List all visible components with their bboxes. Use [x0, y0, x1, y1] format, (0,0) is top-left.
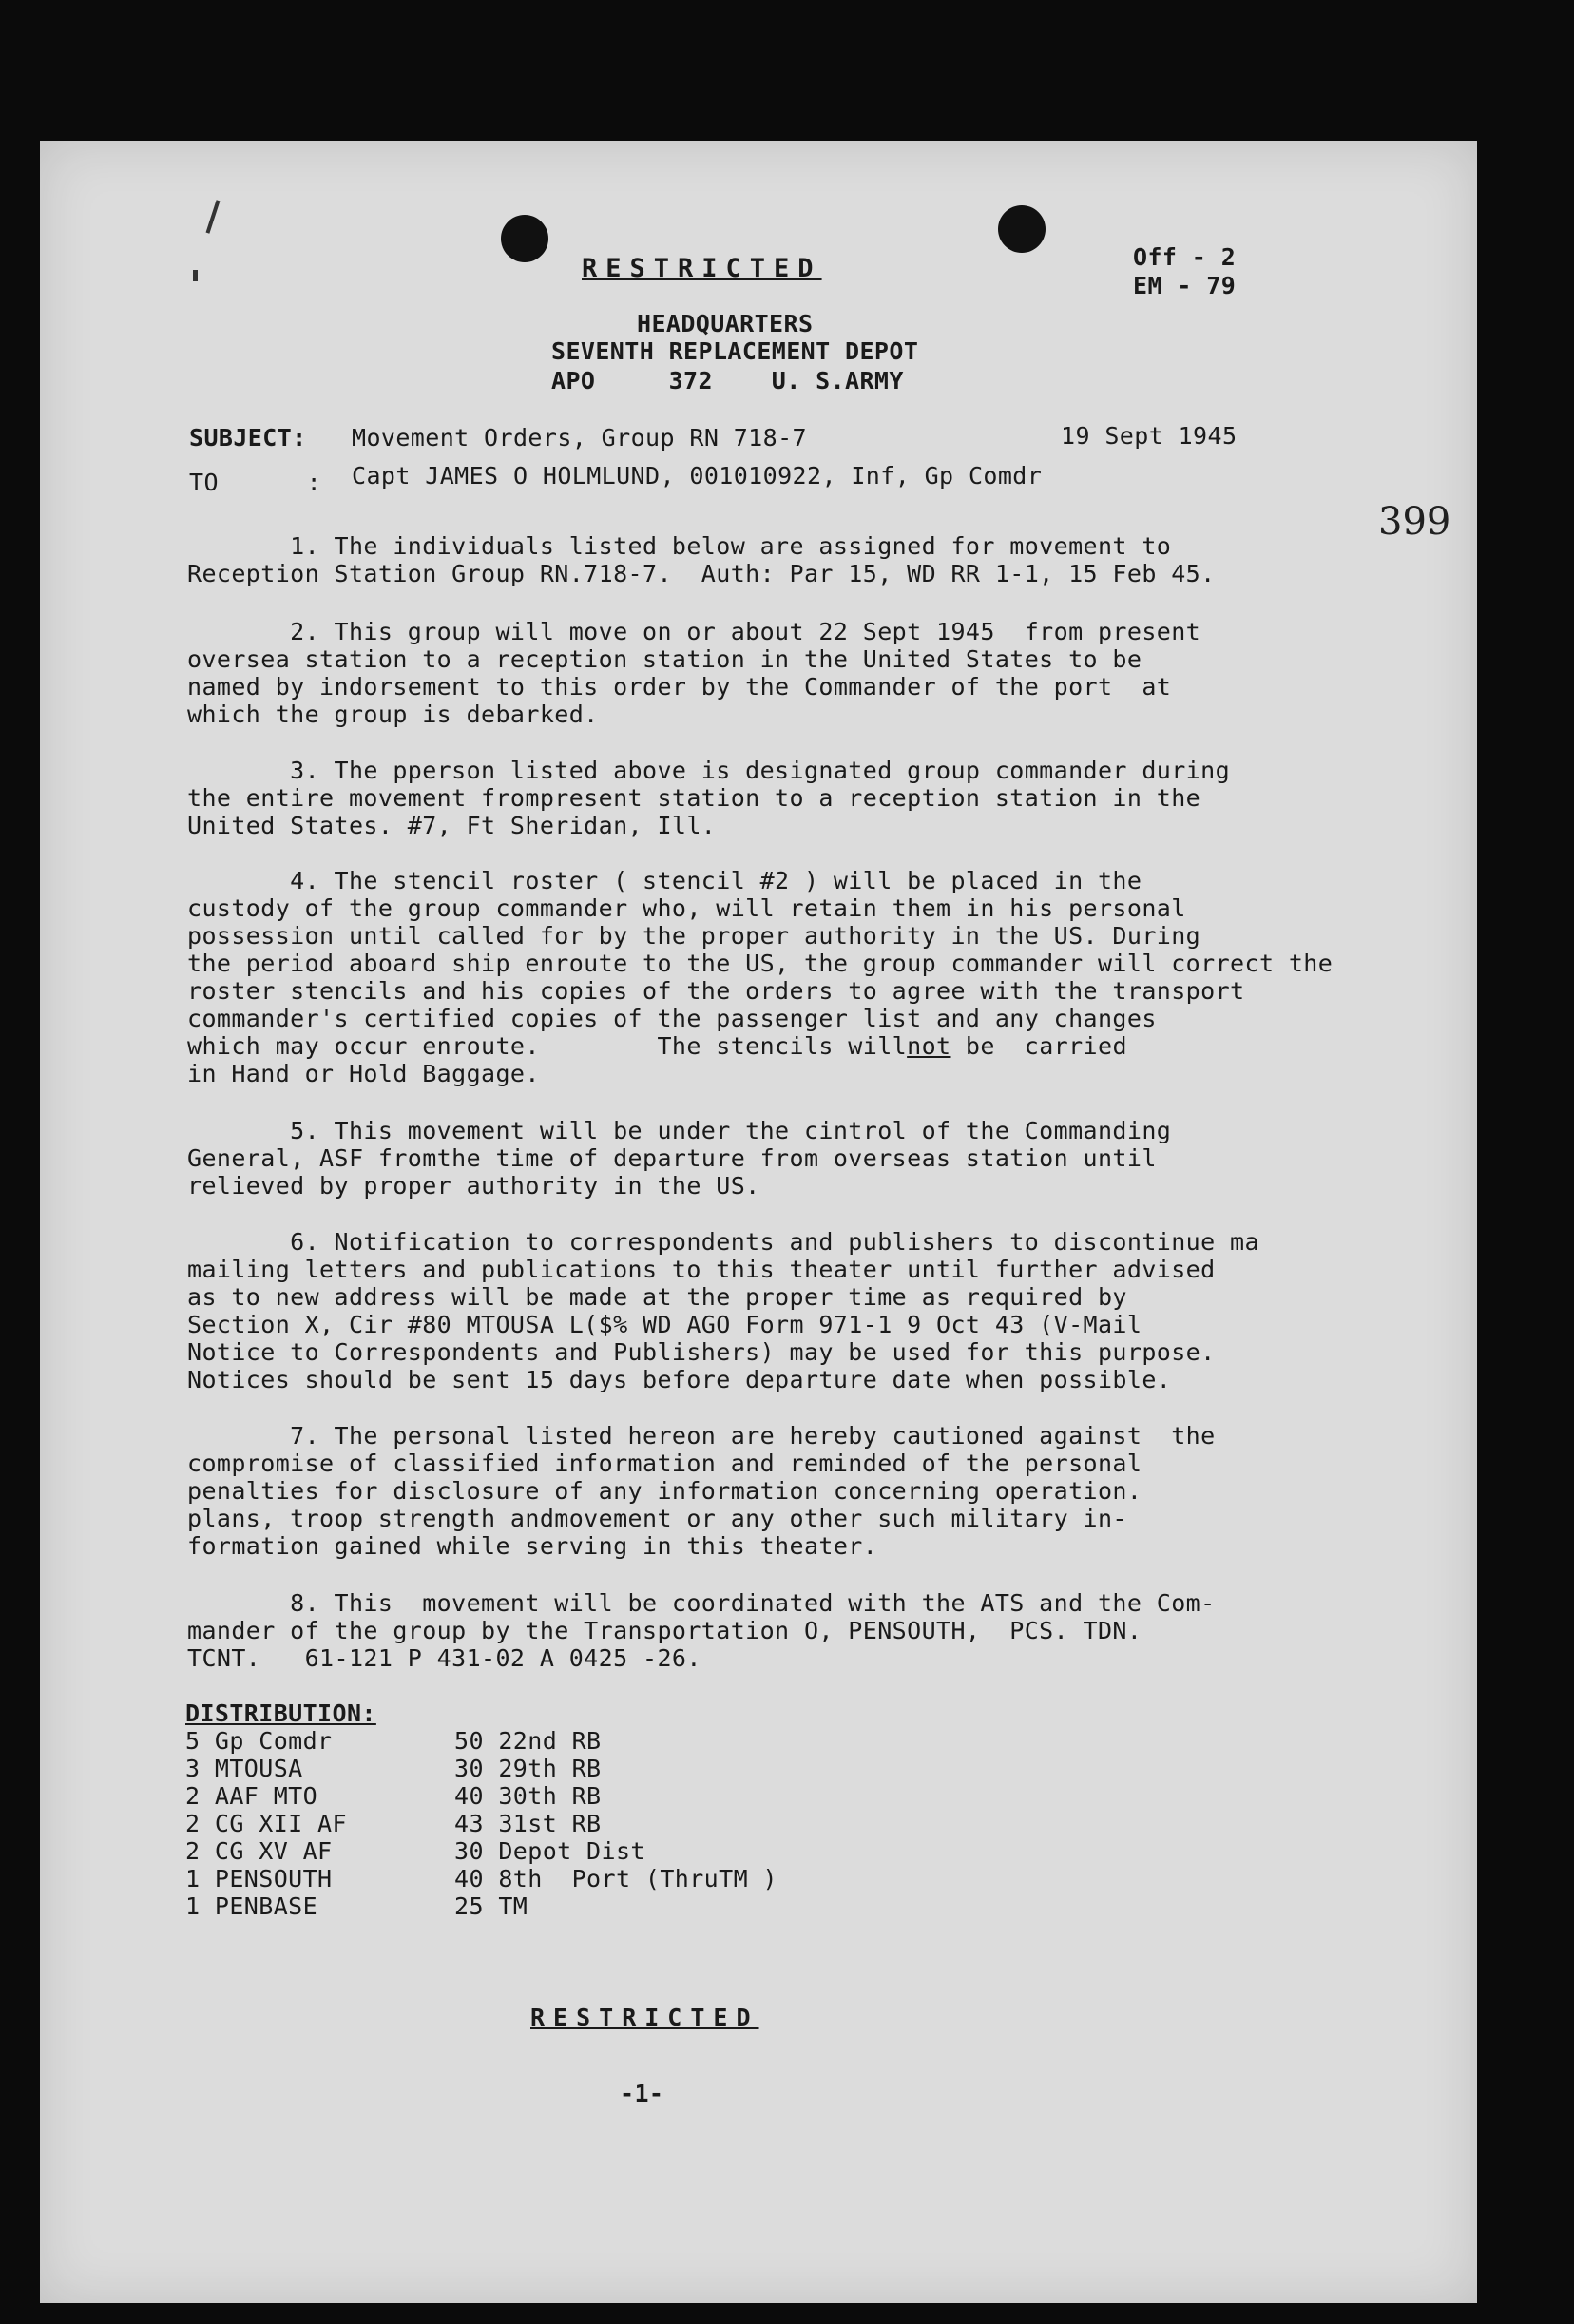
para-4-line-3: possession until called for by the proper authority in the US. During	[187, 922, 1201, 950]
para-1-line-2: Reception Station Group RN.718-7. Auth: Par 15, WD RR 1-1, 15 Feb 45.	[187, 560, 1216, 587]
para-4-line-5: roster stencils and his copies of the orders to agree with the transport	[187, 977, 1245, 1005]
para-7-line-2: compromise of classified information and reminded of the personal	[187, 1450, 1142, 1477]
distribution-right-item: 43 31st RB	[454, 1810, 602, 1837]
to-label: TO :	[189, 469, 322, 496]
distribution-right-item: 30 29th RB	[454, 1755, 602, 1782]
distribution-left-item: 1 PENSOUTH	[185, 1865, 333, 1892]
to-text: Capt JAMES O HOLMLUND, 001010922, Inf, Gp Comdr	[352, 462, 1043, 490]
para-4-line-8: in Hand or Hold Baggage.	[187, 1060, 540, 1087]
para-4-line-7-tail: be carried	[950, 1032, 1127, 1060]
para-7-line-5: formation gained while serving in this theater.	[187, 1532, 878, 1560]
officer-count: Off - 2	[1133, 243, 1237, 271]
para-8-line-2: mander of the group by the Transportation O, PENSOUTH, PCS. TDN.	[187, 1617, 1142, 1644]
header-headquarters: HEADQUARTERS	[637, 310, 814, 337]
distribution-title: DISTRIBUTION:	[185, 1700, 376, 1727]
header-unit: SEVENTH REPLACEMENT DEPOT	[551, 337, 919, 365]
para-7-line-4: plans, troop strength andmovement or any other such military in-	[187, 1505, 1127, 1532]
para-2-line-3: named by indorsement to this order by the Commander of the port at	[187, 673, 1172, 701]
punch-hole-right	[998, 205, 1046, 253]
distribution-right-item: 30 Depot Dist	[454, 1837, 645, 1865]
para-8-line-3: TCNT. 61-121 P 431-02 A 0425 -26.	[187, 1644, 701, 1672]
para-3-line-1: 3. The pperson listed above is designated group commander during	[187, 757, 1231, 784]
para-6-line-3: as to new address will be made at the proper time as required by	[187, 1283, 1127, 1311]
para-4-line-4: the period aboard ship enroute to the US, the group commander will correct the	[187, 950, 1334, 977]
order-date: 19 Sept 1945	[1061, 422, 1238, 450]
para-6-line-2: mailing letters and publications to this theater until further advised	[187, 1256, 1216, 1283]
para-6-line-4: Section X, Cir #80 MTOUSA L($% WD AGO Form 971-1 9 Oct 43 (V-Mail	[187, 1311, 1142, 1338]
not-underlined: not	[907, 1032, 951, 1060]
distribution-left-item: 2 AAF MTO	[185, 1782, 318, 1810]
para-2-line-4: which the group is debarked.	[187, 701, 599, 728]
document-page	[40, 141, 1477, 2303]
distribution-right-item: 25 TM	[454, 1892, 528, 1920]
para-4-line-7	[187, 1032, 1127, 1060]
para-6-line-5: Notice to Correspondents and Publishers) may be used for this purpose.	[187, 1338, 1216, 1366]
classification-bottom: RESTRICTED	[530, 2004, 759, 2031]
para-3-line-3: United States. #7, Ft Sheridan, Ill.	[187, 812, 717, 839]
header-apo: APO 372 U. S.ARMY	[551, 367, 904, 394]
distribution-right-item: 50 22nd RB	[454, 1727, 602, 1755]
distribution-left-item: 1 PENBASE	[185, 1892, 318, 1920]
punch-hole-left	[501, 215, 548, 262]
para-2-line-1: 2. This group will move on or about 22 Sept 1945 from present	[187, 618, 1201, 645]
subject-label: SUBJECT:	[189, 424, 307, 451]
para-7-line-3: penalties for disclosure of any information concerning operation.	[187, 1477, 1142, 1505]
para-8-line-1: 8. This movement will be coordinated with the ATS and the Com-	[187, 1589, 1216, 1617]
distribution-left-item: 5 Gp Comdr	[185, 1727, 333, 1755]
para-4-line-6: commander's certified copies of the passenger list and any changes	[187, 1005, 1157, 1032]
distribution-left-item: 3 MTOUSA	[185, 1755, 303, 1782]
para-5-line-2: General, ASF fromthe time of departure from overseas station until	[187, 1144, 1157, 1172]
classification-top: RESTRICTED	[582, 254, 822, 283]
para-2-line-2: oversea station to a reception station in the United States to be	[187, 645, 1142, 673]
enlisted-count: EM - 79	[1133, 272, 1237, 299]
para-5-line-1: 5. This movement will be under the cintrol of the Commanding	[187, 1117, 1172, 1144]
para-6-line-6: Notices should be sent 15 days before departure date when possible.	[187, 1366, 1172, 1393]
distribution-left-item: 2 CG XV AF	[185, 1837, 333, 1865]
para-1-line-1: 1. The individuals listed below are assigned for movement to	[187, 532, 1172, 560]
para-4-line-7-text: which may occur enroute. The stencils will	[187, 1032, 908, 1060]
subject-text: Movement Orders, Group RN 718-7	[352, 424, 807, 451]
para-7-line-1: 7. The personal listed hereon are hereby cautioned against the	[187, 1422, 1216, 1450]
folio-number: 399	[1378, 500, 1451, 544]
para-6-line-1: 6. Notification to correspondents and publishers to discontinue ma	[187, 1228, 1259, 1256]
distribution-right-item: 40 8th Port (ThruTM )	[454, 1865, 777, 1892]
distribution-left-item: 2 CG XII AF	[185, 1810, 347, 1837]
para-3-line-2: the entire movement frompresent station to a reception station in the	[187, 784, 1201, 812]
para-4-line-2: custody of the group commander who, will retain them in his personal	[187, 894, 1186, 922]
para-5-line-3: relieved by proper authority in the US.	[187, 1172, 760, 1200]
pen-dot	[193, 270, 198, 281]
distribution-right-item: 40 30th RB	[454, 1782, 602, 1810]
page-number: -1-	[620, 2080, 664, 2107]
pen-mark	[206, 200, 221, 233]
para-4-line-1: 4. The stencil roster ( stencil #2 ) will be placed in the	[187, 867, 1142, 894]
